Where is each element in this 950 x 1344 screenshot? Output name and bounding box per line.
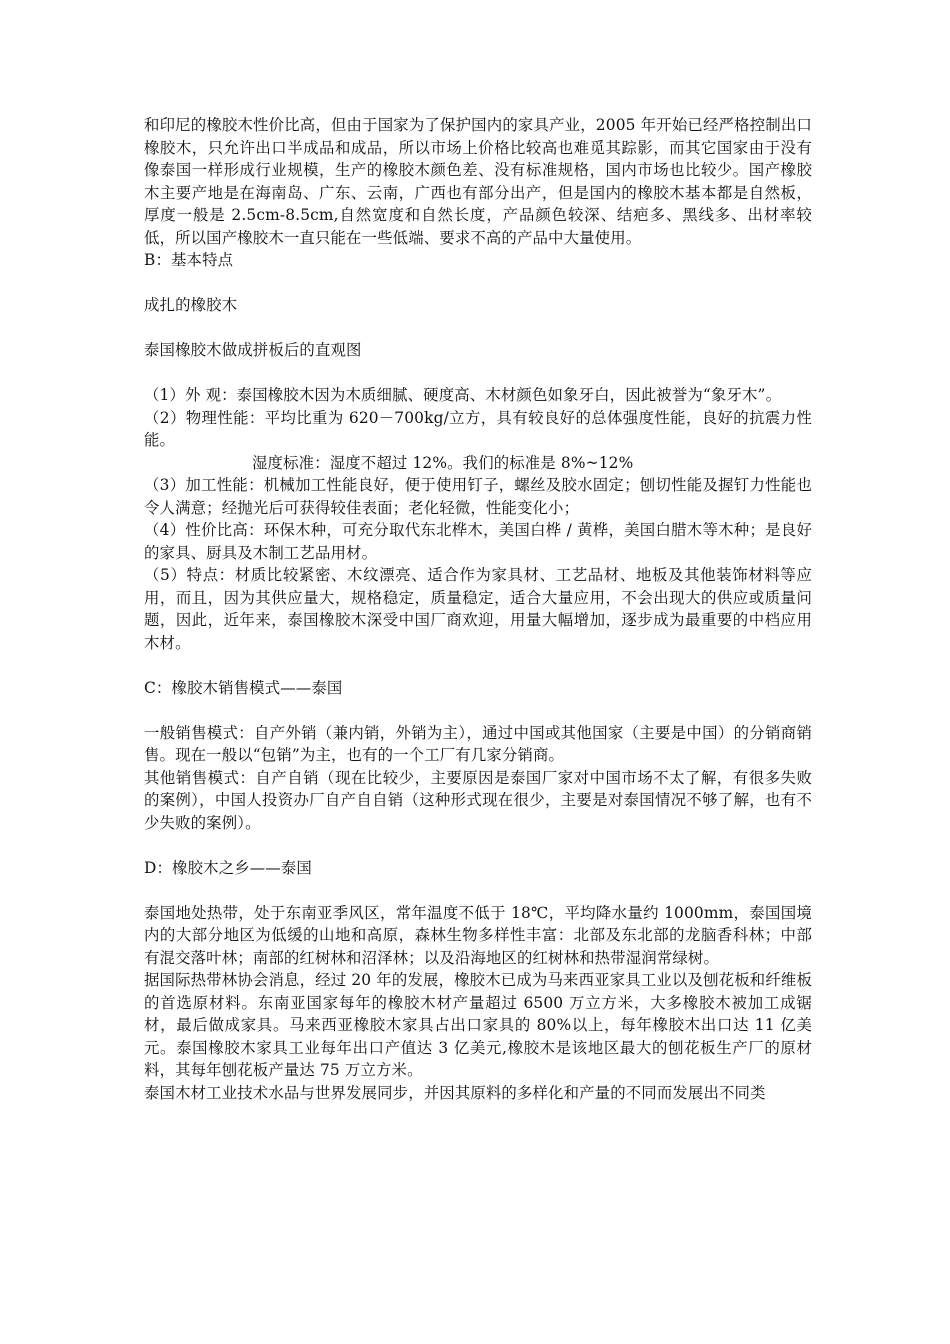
document-body: [144, 114, 812, 1104]
thailand-industry: 据国际热带林协会消息，经过 20 年的发展，橡胶木已成为马来西亚家具工业以及刨花板和纤维板的首选原材料。东南亚国家每年的橡胶木材产量超过 6500 万立方米，大多橡胶木被加工成锯材，最后做成家具。马来西亚橡胶木家具占出口家具的 80%以上，每年橡胶木出口达 11 亿美元。泰国橡胶木家具工业每年出口产值达 3 亿美元,橡胶木是该地区最大的刨花板生产厂的原材料，其每年刨花板产量达 75 万立方米。: [144, 971, 812, 1079]
blank-line: [144, 362, 812, 385]
section-heading-c: C：橡胶木销售模式——泰国: [144, 678, 343, 697]
blank-line: [144, 272, 812, 295]
paragraph-intro: 和印尼的橡胶木性价比高，但由于国家为了保护国内的家具产业，2005 年开始已经严格控制出口橡胶木，只允许出口半成品和成品，所以市场上价格比较高也难觅其踪影，而其它国家由于没有像泰国一样形成行业规模，生产的橡胶木颜色差、没有标准规格，国内市场也比较少。国产橡胶木主要产地是在海南岛、广东、云南，广西也有部分出产，但是国内的橡胶木基本都是自然板，厚度一般是 2.5cm-8.5cm,自然宽度和自然长度，产品颜色较深、结疤多、黑线多、出材率较低，所以国产橡胶木一直只能在一些低端、要求不高的产品中大量使用。: [144, 116, 812, 247]
sales-model-other: 其他销售模式：自产自销（现在比较少，主要原因是泰国厂家对中国市场不太了解，有很多失败的案例），中国人投资办厂自产自自销（这种形式现在很少，主要是对泰国情况不够了解，也有不少失败的案例）。: [144, 768, 812, 832]
humidity-standard: 湿度标准：湿度不超过 12%。我们的标准是 8%~12%: [252, 453, 634, 472]
thailand-climate: 泰国地处热带，处于东南亚季风区，常年温度不低于 18℃，平均降水量约 1000mm，泰国国境内的大部分地区为低缓的山地和高原，森林生物多样性丰富：北部及东北部的龙脑香科林；中部有混交落叶林；南部的红树林和沼泽林；以及沿海地区的红树林和热带湿润常绿树。: [144, 903, 812, 967]
thailand-technology: 泰国木材工业技术水品与世界发展同步，并因其原料的多样化和产量的不同而发展出不同类: [144, 1083, 766, 1102]
feature-physical: （2）物理性能：平均比重为 620－700kg/立方，具有较良好的总体强度性能，良好的抗震力性能。: [144, 408, 812, 449]
blank-line: [144, 654, 812, 677]
section-heading-d: D：橡胶木之乡——泰国: [144, 858, 312, 877]
feature-processing: （3）加工性能：机械加工性能良好，便于使用钉子，螺丝及胶水固定；刨切性能及握钉力性能也令人满意；经抛光后可获得较佳表面；老化轻微，性能变化小；: [144, 476, 812, 517]
image-caption-bundled-rubberwood: 成扎的橡胶木: [144, 296, 238, 314]
section-heading-b: B：基本特点: [144, 251, 234, 269]
feature-cost-performance: （4）性价比高：环保木种，可充分取代东北桦木，美国白桦 / 黄桦，美国白腊木等木种；是良好的家具、厨具及木制工艺品用材。: [144, 521, 812, 562]
feature-appearance: （1）外 观：泰国橡胶木因为木质细腻、硬度高、木材颜色如象牙白，因此被誉为“象牙木”。: [144, 386, 782, 404]
blank-line: [144, 879, 812, 902]
blank-line: [144, 699, 812, 722]
blank-line: [144, 834, 812, 857]
image-caption-finger-joint-board: 泰国橡胶木做成拼板后的直观图: [144, 341, 362, 359]
sales-model-general: 一般销售模式：自产外销（兼内销，外销为主），通过中国或其他国家（主要是中国）的分销商销售。现在一般以“包销”为主，也有的一个工厂有几家分销商。: [144, 723, 812, 764]
feature-characteristics: （5）特点：材质比较紧密、木纹漂亮、适合作为家具材、工艺品材、地板及其他装饰材料等应用，而且，因为其供应量大，规格稳定，质量稳定，适合大量应用，不会出现大的供应或质量问题，因此，近年来，泰国橡胶木深受中国厂商欢迎，用量大幅增加，逐步成为最重要的中档应用木材。: [144, 566, 812, 652]
blank-line: [144, 317, 812, 340]
